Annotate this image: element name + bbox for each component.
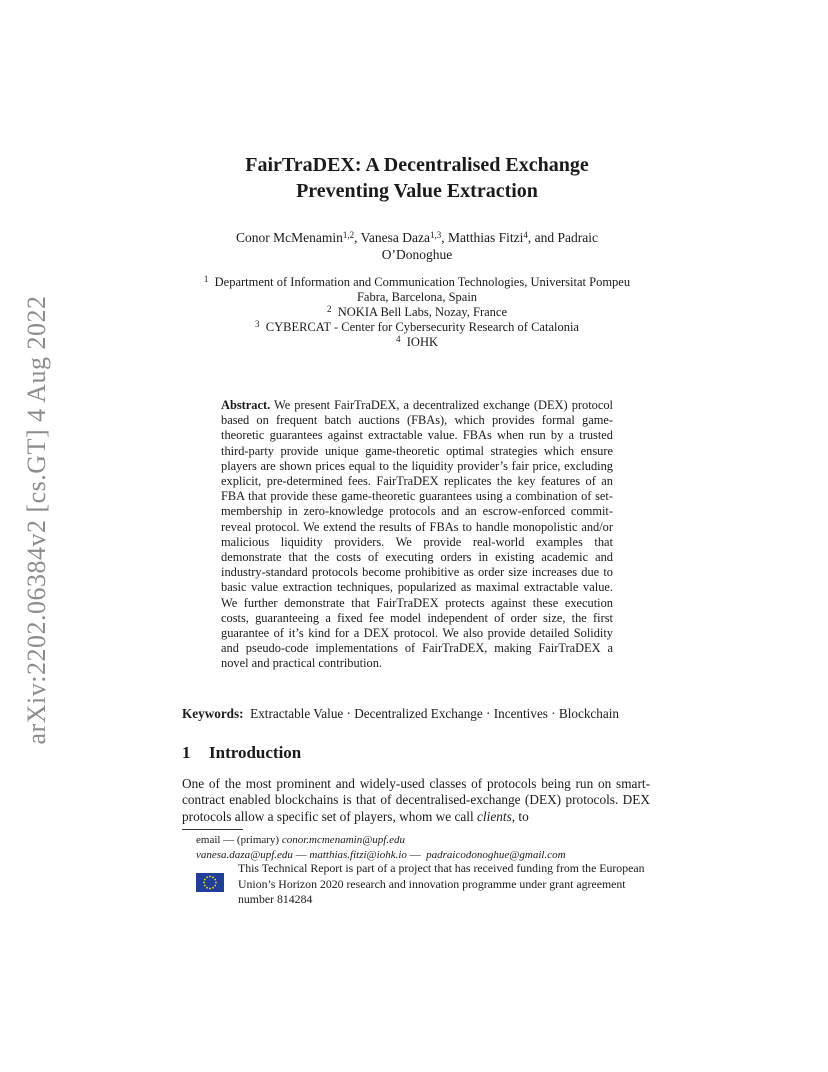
eu-star-icon (212, 887, 214, 889)
footnote-separator: — (409, 849, 421, 861)
author-affil-sup: 1,2 (342, 230, 355, 240)
affiliation-text: Fabra, Barcelona, Spain (356, 290, 478, 304)
affiliation-text: Department of Information and Communication Technologies, Universitat Pompeu (214, 275, 631, 289)
affiliation-list (170, 275, 664, 350)
author-name: Vanesa Daza (360, 230, 430, 245)
abstract-label: Abstract. (221, 398, 271, 412)
affiliation-line (170, 335, 664, 350)
intro-text: One of the most prominent and widely-used classes of protocols being run on smart-contract enabled blockchains is that of decentralised-exchange (DEX) protocols. DEX protocols allow a specific set of players, whom we call (182, 776, 650, 824)
eu-star-icon (203, 882, 205, 884)
footnote-prefix: email — (primary) (196, 834, 280, 846)
author-list (150, 229, 684, 263)
affiliation-sup: 3 (255, 319, 260, 329)
keywords (182, 706, 662, 722)
eu-star-icon (214, 885, 216, 887)
author-line-1: Conor McMenamin$^{1,2}$, Vanesa Daza$^{1,3}$, Matthias Fitzi$^4$, and Padraic (236, 230, 598, 245)
arxiv-sidebar-stamp (12, 290, 62, 750)
section-heading (182, 743, 301, 763)
author-name: Conor McMenamin (236, 230, 343, 245)
affiliation-text: NOKIA Bell Labs, Nozay, France (337, 305, 508, 319)
email-link[interactable]: padraicodonoghue@gmail.com (426, 849, 566, 861)
eu-star-icon (215, 882, 217, 884)
eu-star-icon (206, 876, 208, 878)
footnote-line-1 (196, 833, 656, 848)
affiliation-sup: 4 (396, 334, 401, 344)
eu-star-icon (212, 876, 214, 878)
eu-star-icon (214, 879, 216, 881)
title-line-1: FairTraDEX: A Decentralised Exchange (245, 154, 589, 176)
eu-star-icon (209, 876, 211, 878)
affiliation-line (170, 290, 664, 305)
section-title: Introduction (209, 743, 302, 762)
affiliation-line (170, 305, 664, 320)
keywords-label: Keywords: (182, 706, 244, 721)
funding-acknowledgement: This Technical Report is part of a project that has received funding from the European Union’s Horizon 2020 research and innovation programme under grant agreement number 814284 (238, 861, 645, 906)
email-link[interactable]: matthias.fitzi@iohk.io (309, 849, 407, 861)
affiliation-line (170, 275, 664, 290)
footnote-separator: — (295, 849, 307, 861)
title-line-2: Preventing Value Extraction (296, 180, 538, 202)
intro-paragraph (182, 776, 650, 825)
email-link[interactable]: vanesa.daza@upf.edu (196, 849, 293, 861)
eu-flag-icon (196, 873, 224, 892)
footnote (196, 833, 656, 863)
author-name: and Padraic (534, 230, 598, 245)
author-name: Matthias Fitzi (448, 230, 524, 245)
intro-text-end: , to (511, 808, 529, 824)
eu-star-icon (206, 887, 208, 889)
affiliation-line (170, 320, 664, 335)
author-affil-sup: 4 (523, 230, 528, 240)
intro-emphasis: clients (477, 808, 512, 824)
arxiv-identifier: arXiv:2202.06384v2 [cs.GT] 4 Aug 2022 (22, 295, 51, 745)
paper-title (150, 152, 684, 204)
abstract (221, 398, 613, 672)
section-number: 1 (182, 743, 191, 762)
eu-star-icon (209, 888, 211, 890)
eu-star-icon (204, 885, 206, 887)
affiliation-sup: 1 (203, 274, 209, 284)
abstract-text: We present FairTraDEX, a decentralized exchange (DEX) protocol based on frequent batch auctions (FBAs), which provides formal game-theoretic guarantees against extractable value. FBAs when run by a trusted third-party provide unique game-theoretic optimal strategies which ensure players are shown prices equal to the liquidity provider’s fair price, excluding explicit, pre-determined fees. FairTraDEX replicates the key features of an FBA that provide these game-theoretic guarantees using a combination of set-membership in zero-knowledge protocols and an escrow-enforced commit-reveal protocol. We extend the results of FBAs to handle monopolistic and/or malicious liquidity providers. We provide real-world examples that demonstrate that the costs of executing orders in existing academic and industry-standard protocols become prohibitive as order size increases due to basic value extraction techniques, popularized as maximal extractable value. We further demonstrate that FairTraDEX protects against these execution costs, guaranteeing a fixed fee model independent of order size, the first guarantee of it’s kind for a DEX protocol. We also provide detailed Solidity and pseudo-code implementations of FairTraDEX, making FairTraDEX a novel and practical contribution. (221, 398, 613, 671)
affiliation-text: IOHK (406, 335, 438, 349)
footnote-rule (182, 829, 243, 830)
eu-flag-svg (196, 873, 224, 892)
keywords-text: Extractable Value · Decentralized Exchange · Incentives · Blockchain (250, 706, 619, 721)
eu-star-icon (204, 879, 206, 881)
email-link[interactable]: conor.mcmenamin@upf.edu (281, 834, 405, 846)
author-line-2: O’Donoghue (381, 247, 453, 262)
affiliation-text: CYBERCAT - Center for Cybersecurity Research of Catalonia (265, 320, 579, 334)
author-affil-sup: 1,3 (430, 230, 442, 240)
affiliation-sup: 2 (326, 304, 332, 314)
